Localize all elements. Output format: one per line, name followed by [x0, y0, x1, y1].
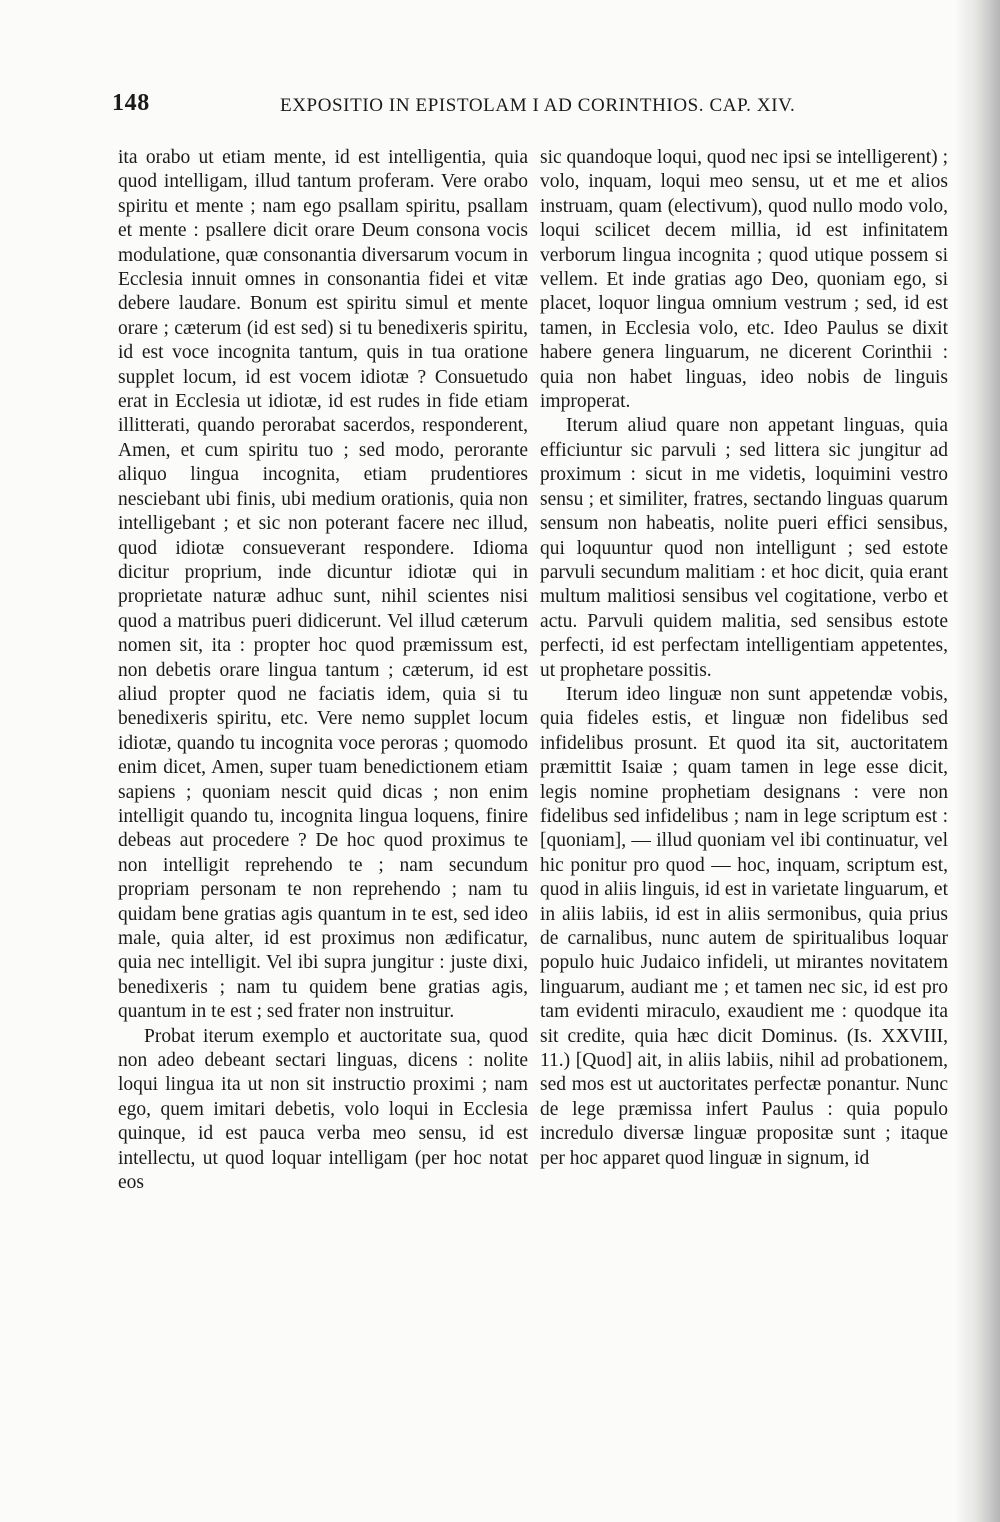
- right-column: [540, 146, 948, 1171]
- right-paragraph-1: sic quandoque loqui, quod nec ipsi se intelligerent) ; volo, inquam, loqui meo sensu, ut et me et alios instruam, quam (electivum), quod nullo modo volo, loqui scilicet decem millia, id est infinitatem verborum lingua incognita ; quod utique possem si vellem. Et inde gratias ago Deo, quoniam ego, si placet, loquor lingua omnium vestrum ; sed, id est tamen, in Ecclesia volo, etc. Ideo Paulus se dixit habere genera linguarum, ne dicerent Corinthii : quia non habet linguas, ideo nobis de linguis improperat.: [540, 147, 948, 413]
- left-paragraph-1: ita orabo ut etiam mente, id est intelligentia, quia quod intelligam, illud tantum proferam. Vere orabo spiritu et mente ; nam ego psallam spiritu, psallam et mente : psallere dicit orare Deum consona vocis modulatione, quæ consonantia diversarum vocum in Ecclesia innuit omnes in consonantia fidei et vitæ debere laudare. Bonum est spiritu simul et mente orare ; cæterum (id est sed) si tu benedixeris spiritu, id est voce incognita tantum, quis in tua oratione supplet locum, id est vocem idiotæ ? Consuetudo erat in Ecclesia ut idiotæ, id est rudes in fide etiam illitterati, quando perorabat sacerdos, responderent, Amen, et cum spiritu tuo ; sed modo, perorante aliquo lingua incognita, etiam prudentiores nesciebant ubi finis, ubi medium orationis, quia non intelligebant ; et sic non poterant facere nec illud, quod idiotæ consueverant respondere. Idioma dicitur proprium, inde dicuntur idiotæ qui in proprietate naturæ adhuc sunt, nihil scientes nisi quod a matribus pueri didicerunt. Vel illud cæterum nomen sit, ita : propter hoc quod præmissum est, non debetis orare lingua tantum ; cæterum, id est aliud propter quod ne faciatis idem, quia si tu benedixeris spiritu, etc. Vere nemo supplet locum idiotæ, quando tu incognita voce peroras ; quomodo enim dicet, Amen, super tuam benedictionem etiam sapiens ; quoniam nescit quid dicas ; non enim intelligit quando tu, incognita lingua loquens, finire debeas aut procedere ? De hoc quod proximus te non intelligit reprehendo te ; nam secundum propriam personam te non reprehendo ; nam tu quidam bene gratias agis quantum in te est, sed ideo male, quia alter, id est proximus non ædificatur, quia nec intelligit. Vel ibi supra jungitur : juste dixi, benedixeris ; nam tu quidem bene gratias agis, quantum in te est ; sed frater non instruitur.: [118, 147, 528, 1023]
- running-header: [112, 90, 812, 120]
- left-column: [118, 146, 528, 1195]
- right-paragraph-2: Iterum aliud quare non appetant linguas, quia efficiuntur sic parvuli ; sed littera sic jungitur ad proximum : sicut in me videtis, loquimini vestro sensu ; et similiter, fratres, sectando linguas quarum sensum non habeatis, nolite pueri effici sensibus, qui loquuntur quod non intelligunt ; sed estote parvuli secundum malitiam : et hoc dicit, quia erant multum malitiosi sensibus vel cogitatione, verbo et actu. Parvuli quidem malitia, sed sensibus estote perfecti, id est perfectam intelligentiam appetentes, ut prophetare possitis.: [540, 415, 948, 681]
- right-paragraph-3: Iterum ideo linguæ non sunt appetendæ vobis, quia fideles estis, et linguæ non fidelibus sed infidelibus prosunt. Et quod ita sit, auctoritatem præmittit Isaiæ ; quam tamen in lege esse dicit, legis nomine prophetiam designans : vere non fidelibus sed infidelibus ; nam in lege scriptum est : [quoniam], — illud quoniam vel ibi continuatur, vel hic ponitur pro quod — hoc, inquam, scriptum est, quod in aliis linguis, id est in varietate linguarum, et in aliis labiis, id est in aliis sermonibus, quia prius de carnalibus, nunc autem de spiritualibus loquar populo huic Judaico infideli, ut mirantes novitatem linguarum, audiant me ; et tamen nec sic, id est pro tam evidenti miraculo, exaudient me : quodque ita sit credite, quia hæc dicit Dominus. (Is. XXVIII, 11.) [Quod] ait, in aliis labiis, nihil ad probationem, sed mos est ut auctoritates perfectæ ponantur. Nunc de lege præmissa infert Paulus : quia populo incredulo diversæ linguæ propositæ sunt ; itaque per hoc apparet quod linguæ in signum, id: [540, 683, 948, 1169]
- left-paragraph-2: Probat iterum exemplo et auctoritate sua, quod non adeo debeant sectari linguas, dicens : nolite loqui lingua ita ut non sit instructio proximi ; nam ego, quem imitari debetis, volo loqui in Ecclesia quinque, id est pauca verba meo sensu, id est intellectu, ut quod loquar intelligam (per hoc notat eos: [118, 1025, 528, 1194]
- binding-shadow: [954, 0, 1000, 1522]
- page-number: 148: [112, 90, 150, 116]
- running-title: EXPOSITIO IN EPISTOLAM I AD CORINTHIOS. CAP. XIV.: [280, 95, 796, 116]
